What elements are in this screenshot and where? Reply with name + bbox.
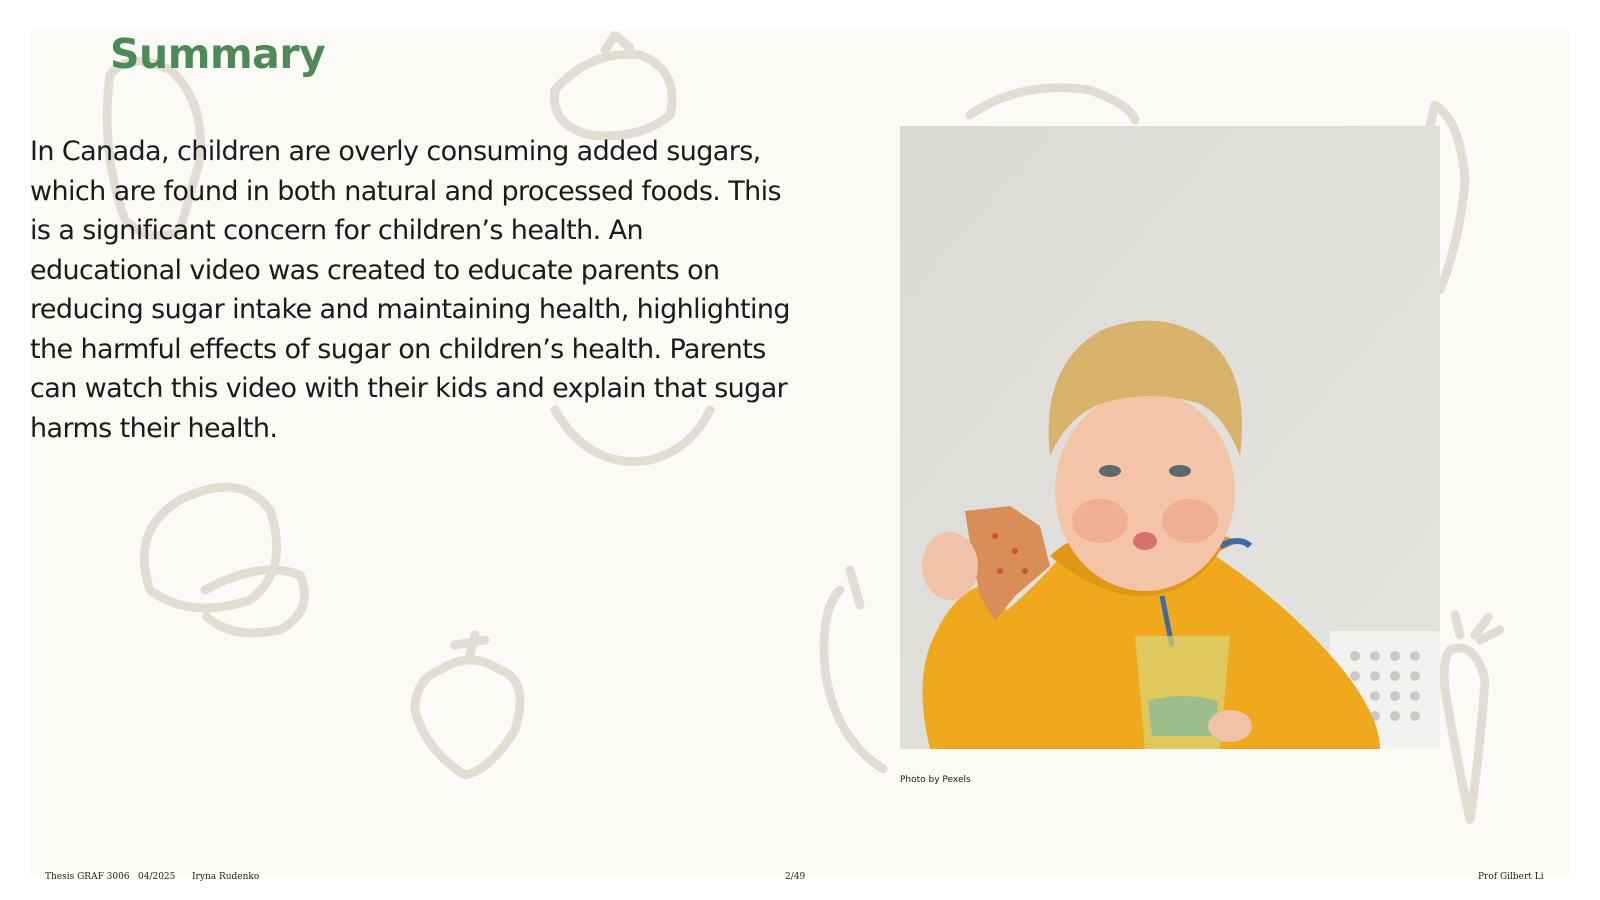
footer-page-number: 2/49: [785, 872, 806, 882]
footer-course: Thesis GRAF 3006: [45, 872, 130, 882]
slide-footer: [0, 872, 1600, 886]
slide-title: Summary: [110, 30, 326, 78]
footer-author: Iryna Rudenko: [192, 872, 260, 882]
photo-credit: Photo by Pexels: [900, 775, 971, 785]
footer-professor: Prof Gilbert Li: [1478, 872, 1544, 882]
summary-paragraph: In Canada, children are overly consuming added sugars, which are found in both natural and processed foods. This is a significant concern for children’s health. An educational video was created to educate parents on reducing sugar intake and maintaining health, highlighting the harmful effects of sugar on children’s health. Parents can watch this video with their kids and explain that sugar harms their health.: [30, 136, 790, 444]
footer-date: 04/2025: [138, 872, 176, 882]
slide: [30, 30, 1570, 875]
child-eating-photo: [900, 126, 1440, 749]
